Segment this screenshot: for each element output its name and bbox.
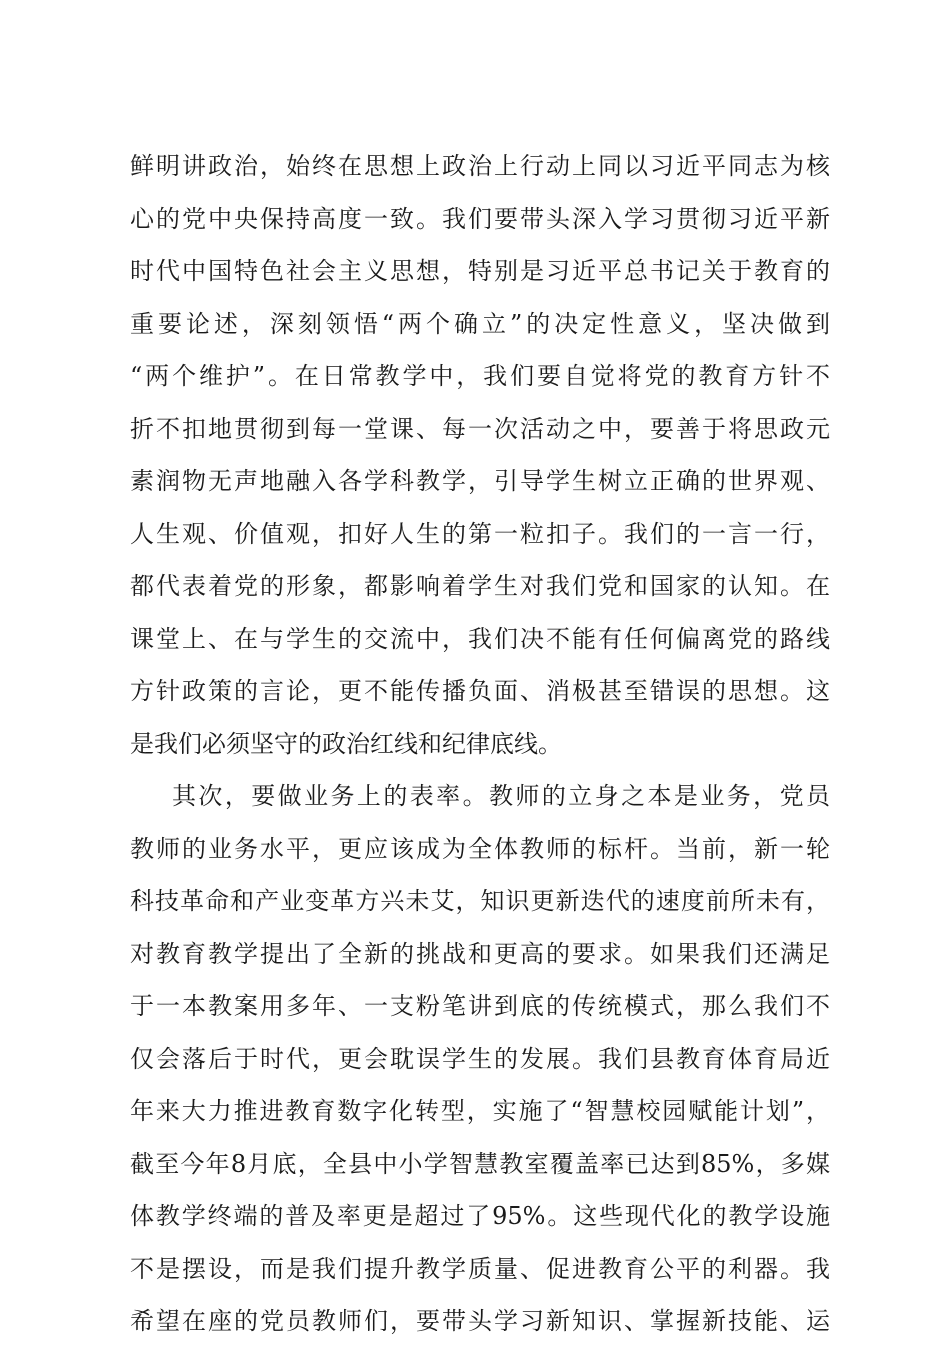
text-line: 体教学终端的普及率更是超过了95%。这些现代化的教学设施: [130, 1202, 830, 1230]
text-line: 仅会落后于时代，更会耽误学生的发展。我们县教育体育局近: [130, 1044, 830, 1073]
text-line: 折不扣地贯彻到每一堂课、每一次活动之中，要善于将思政元: [130, 414, 830, 443]
text-line: 心的党中央保持高度一致。我们要带头深入学习贯彻习近平新: [130, 204, 830, 233]
text-line: 科技革命和产业变革方兴未艾，知识更新迭代的速度前所未有，: [130, 887, 830, 915]
body-text: [130, 140, 830, 1348]
text-line: 年来大力推进教育数字化转型，实施了“智慧校园赋能计划”，: [130, 1097, 830, 1125]
text-line: 课堂上、在与学生的交流中，我们决不能有任何偏离党的路线: [130, 624, 830, 653]
text-line: 截至今年8月底，全县中小学智慧教室覆盖率已达到85%，多媒: [130, 1149, 830, 1178]
text-line: 希望在座的党员教师们，要带头学习新知识、掌握新技能、运: [130, 1307, 830, 1335]
text-line: 时代中国特色社会主义思想，特别是习近平总书记关于教育的: [130, 257, 830, 285]
paragraph-end-line: 是我们必须坚守的政治红线和纪律底线。: [130, 729, 562, 758]
text-line: 鲜明讲政治，始终在思想上政治上行动上同以习近平同志为核: [130, 152, 830, 180]
text-line: 都代表着党的形象，都影响着学生对我们党和国家的认知。在: [130, 572, 830, 600]
text-line: 重要论述，深刻领悟“两个确立”的决定性意义，坚决做到: [130, 309, 830, 338]
text-line: 于一本教案用多年、一支粉笔讲到底的传统模式，那么我们不: [130, 992, 830, 1020]
text-line: 方针政策的言论，更不能传播负面、消极甚至错误的思想。这: [130, 677, 830, 705]
text-line: 对教育教学提出了全新的挑战和更高的要求。如果我们还满足: [130, 939, 830, 968]
text-line: 素润物无声地融入各学科教学，引导学生树立正确的世界观、: [130, 467, 830, 495]
text-line: “两个维护”。在日常教学中，我们要自觉将党的教育方针不: [130, 362, 830, 390]
text-line: 教师的业务水平，更应该成为全体教师的标杆。当前，新一轮: [130, 834, 830, 863]
text-line: 不是摆设，而是我们提升教学质量、促进教育公平的利器。我: [130, 1254, 830, 1283]
text-line: 人生观、价值观，扣好人生的第一粒扣子。我们的一言一行，: [130, 519, 830, 548]
paragraph-start-line: 其次，要做业务上的表率。教师的立身之本是业务，党员: [172, 782, 830, 810]
